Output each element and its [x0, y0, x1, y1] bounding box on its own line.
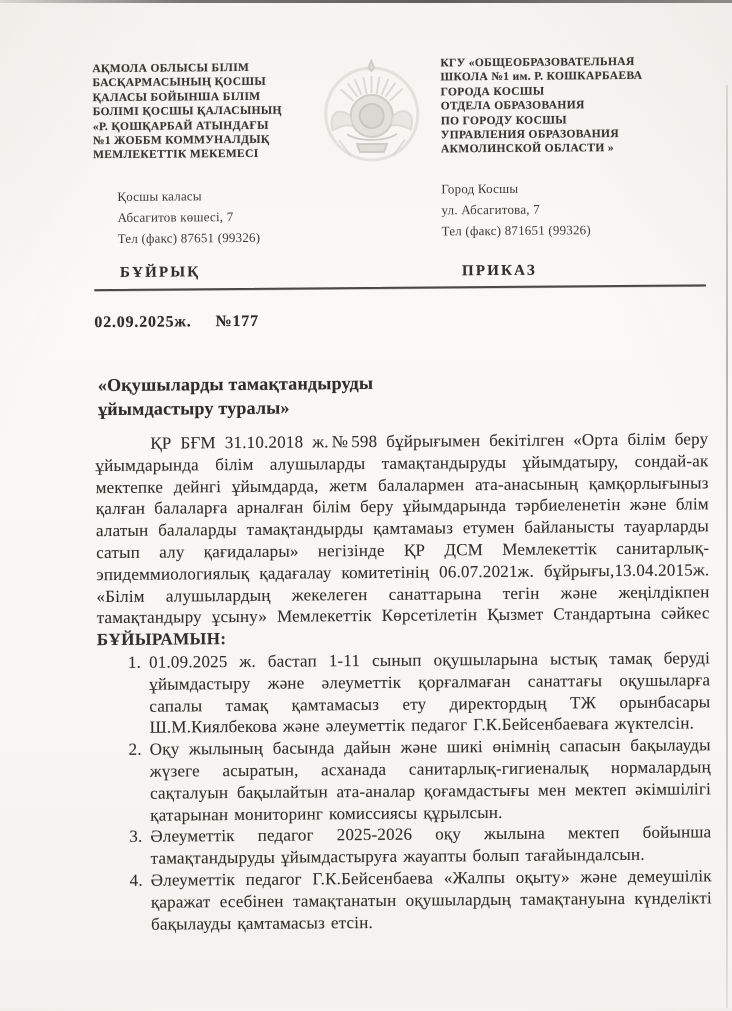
- order-item-1: 1. 01.09.2025 ж. бастап 1-11 сынып оқушыларына ыстық тамақ беруді ұйымдастыру және әлеуметтік қорғалмаған санаттағы оқушыларға сапалы тамақ қамтамасыз ету директордың ТЖ орынбасары Ш.М.Киялбекова және әлеуметтік педагог Г.К.Бейсенбаеваға жүктелсін.: [147, 647, 711, 739]
- org-name-kazakh: АҚМОЛА ОБЛЫСЫ БІЛІМ БАСҚАРМАСЫНЫҢ ҚОСШЫ ҚАЛАСЫ БОЙЫНША БІЛІМ БОЛІМІ ҚОСШЫ ҚАЛАСЫНЫҢ «Р. ҚОШҚАРБАЙ АТЫНДАҒЫ №1 ЖОББМ КОММУНАЛДЫҚ МЕМЛЕКЕТТІК МЕКЕМЕСІ: [92, 61, 282, 162]
- order-preamble: [95, 428, 710, 651]
- letterhead-rule: [94, 284, 706, 291]
- kazakhstan-emblem-icon: [316, 56, 427, 169]
- order-number: №177: [215, 312, 259, 331]
- order-meta-line: [94, 313, 259, 332]
- resolve-word: БҰЙЫРАМЫН:: [96, 629, 227, 650]
- order-heading-russian: ПРИКАЗ: [461, 262, 537, 280]
- order-item-2: 2. Оқу жылының басында дайын және шикі өнімнің сапасын бақылауды жүзеге асыратын, асханада санитарлық-гигиеналық нормалардың сақталуын бақылайтын ата-аналар қоғамдастығы мен мектеп әкімшілігі қатарынан мониторинг комиссиясы құрылсын.: [148, 734, 712, 826]
- order-item-4: 4. Әлеуметтік педагог Г.К.Бейсенбаева «Жалпы оқыту» және демеушілік қаражат есебінен тамақтанатын оқушылардың тамақтануына күнделікті бақылауды қамтамасыз етсін.: [149, 865, 712, 935]
- order-subject: «Оқушыларды тамақтандыруды ұйымдастыру туралы»: [97, 372, 374, 420]
- address-russian: Город Косшы ул. Абсагитова, 7 Тел (факс) 871651 (99326): [441, 180, 591, 239]
- order-date: 02.09.2025ж.: [94, 313, 192, 332]
- preamble-text: ҚР БҒМ 31.10.2018 ж.№598 бұйрығымен бекітілген «Орта білім беру ұйымдарында білім алушыларды тамақтандыруды ұйымдатыру, сондай-ак мектепке дейнгі ұйымдарда, жетм балалармен ата-анасының қамқорлығыныз қалған балаларға арналған білім беру ұйымдарында тәрбиеленетін және блім алатын балаларды тамақтандырды қамтамаыз етумен байланысты тауарларды сатып алу қағидалары» негізінде ҚР ДСМ Мемлекеттік санитарлық-эпидеммиологиялық қадағалау комитетінің 06.07.2021ж. бұйрығы,13.04.2015ж. «Білім алушылардың жекелеген санаттарына тегін және жеңілдікпен тамақтандыру ұсыну» Мемлекеттік Көрсетілетін Қызмет Стандартына сәйкес: [95, 429, 710, 628]
- order-body: [95, 428, 712, 935]
- order-heading-kazakh: БҰЙРЫҚ: [119, 264, 201, 281]
- address-kazakh: Қосшы каласы Абсагитов көшесі, 7 Тел (факс) 87651 (99326): [117, 188, 261, 246]
- order-items-list: [97, 647, 712, 935]
- order-item-3: 3. Әлеуметтік педагог 2025-2026 оқу жылына мектеп бойынша тамақтандыруды ұйымдастыруға жауапты болып тағайындалсын.: [148, 822, 711, 870]
- org-name-russian: КГУ «ОБЩЕОБРАЗОВАТЕЛЬНАЯ ШКОЛА №1 им. Р. КОШКАРБАЕВА ГОРОДА КОСШЫ ОТДЕЛА ОБРАЗОВАНИЯ ПО ГОРОДУ КОСШЫ УПРАВЛЕНИЯ ОБРАЗОВАНИЯ АКМОЛИНСКОЙ ОБЛАСТИ »: [440, 55, 643, 156]
